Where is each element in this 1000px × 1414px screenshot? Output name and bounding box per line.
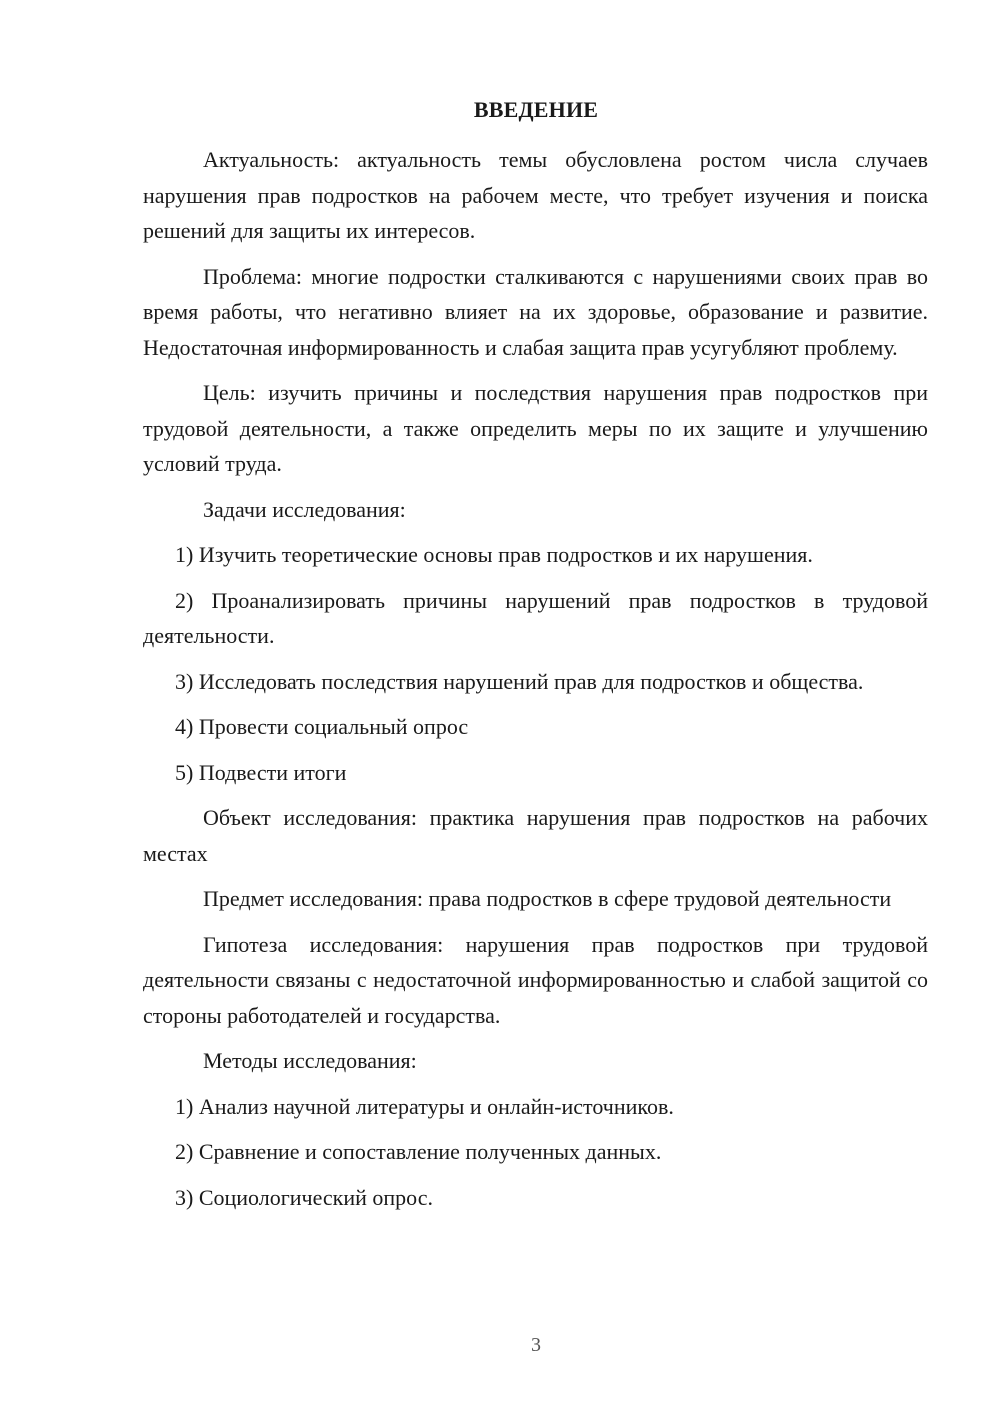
method-item-1: 1) Анализ научной литературы и онлайн-источников. <box>175 1093 674 1119</box>
tasks-heading: Задачи исследования: <box>203 496 406 522</box>
relevance-paragraph: Актуальность: актуальность темы обусловлена ростом числа случаев нарушения прав подростков на рабочем месте, что требует изучения и поиска решений для защиты их интересов. <box>143 147 928 243</box>
method-item-2: 2) Сравнение и сопоставление полученных данных. <box>175 1139 662 1164</box>
task-item-4: 4) Провести социальный опрос <box>175 714 469 739</box>
method-item-3: 3) Социологический опрос. <box>175 1184 433 1210</box>
object-paragraph: Объект исследования: практика нарушения прав подростков на рабочих местах <box>143 805 928 866</box>
methods-heading: Методы исследования: <box>203 1048 417 1073</box>
hypothesis-paragraph: Гипотеза исследования: нарушения прав подростков при трудовой деятельности связаны с недостаточной информированностью и слабой защитой со стороны работодателей и государства. <box>143 931 928 1028</box>
task-item-1: 1) Изучить теоретические основы прав подростков и их нарушения. <box>175 542 813 567</box>
document-body <box>143 142 928 1225</box>
page-number: 3 <box>531 1334 541 1356</box>
problem-paragraph: Проблема: многие подростки сталкиваются с нарушениями своих прав во время работы, что негативно влияет на их здоровье, образование и развитие. Недостаточная информированность и слабая защита прав усугубляют проблему. <box>143 263 928 360</box>
task-item-3: 3) Исследовать последствия нарушений прав для подростков и общества. <box>175 668 864 694</box>
subject-paragraph: Предмет исследования: права подростков в сфере трудовой деятельности <box>203 886 892 911</box>
task-item-2: 2) Проанализировать причины нарушений прав подростков в трудовой деятельности. <box>143 587 928 648</box>
goal-paragraph: Цель: изучить причины и последствия нарушения прав подростков при трудовой деятельности, а также определить меры по их защите и улучшению условий труда. <box>143 380 928 476</box>
task-item-5: 5) Подвести итоги <box>175 759 347 785</box>
section-title: ВВЕДЕНИЕ <box>473 97 599 122</box>
